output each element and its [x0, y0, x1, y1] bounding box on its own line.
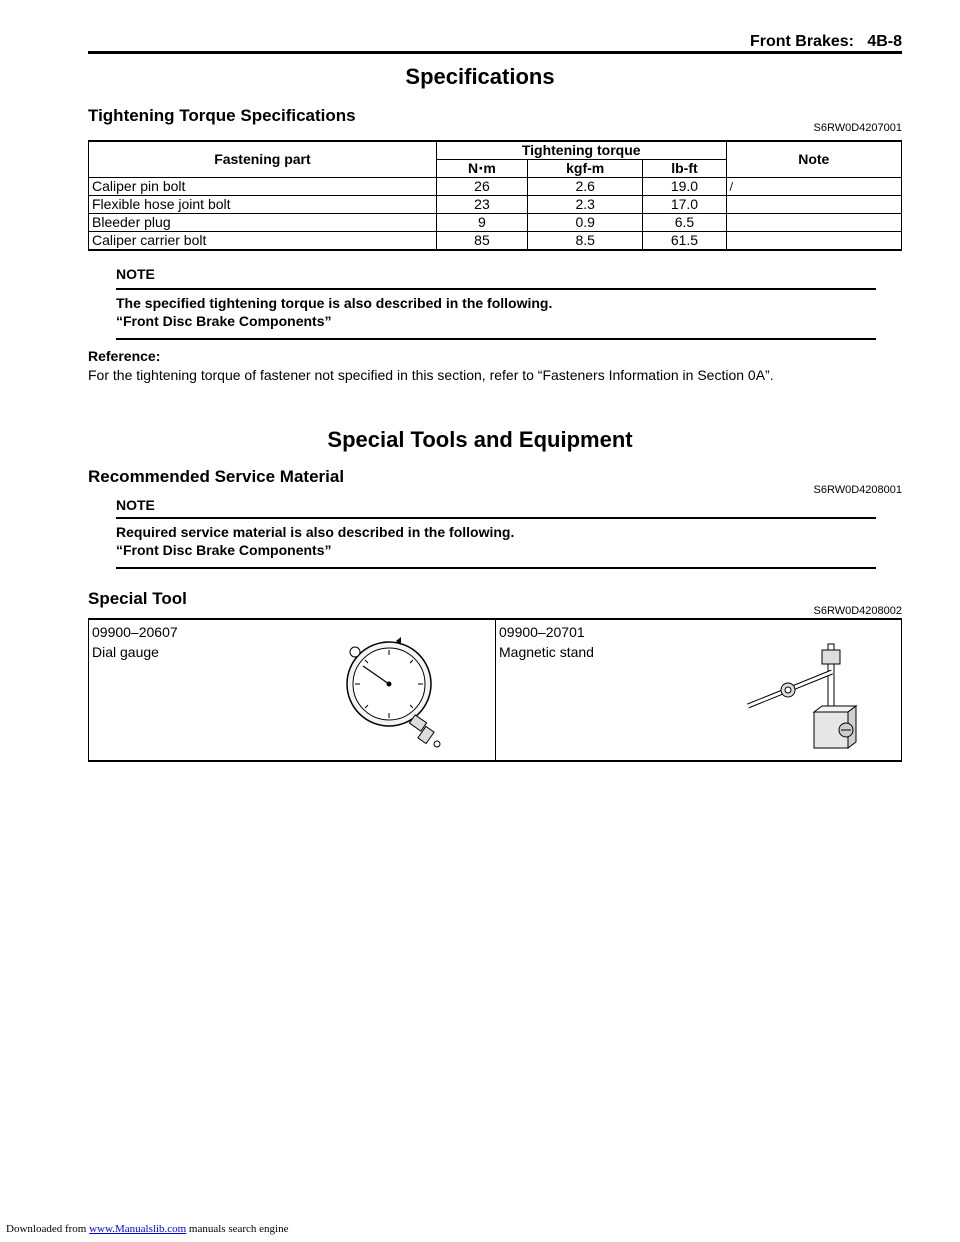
header-lbft: lb-ft	[643, 160, 726, 178]
special-tool-code: S6RW0D4208002	[813, 605, 902, 617]
torque-table	[88, 140, 902, 251]
row-kgfm: 8.5	[528, 232, 643, 251]
specifications-title: Specifications	[405, 64, 555, 89]
reference-label: Reference:	[88, 348, 161, 364]
section-title: Front Brakes:	[749, 33, 854, 50]
table-row	[89, 196, 902, 214]
row-note	[726, 214, 901, 232]
row-kgfm: 2.6	[528, 178, 643, 196]
tool-name: Dial gauge	[92, 644, 159, 660]
note-line: “Front Disc Brake Components”	[116, 313, 332, 329]
dial-gauge-icon	[341, 636, 451, 748]
special-tool-heading: Special Tool	[88, 589, 187, 608]
note-rule	[116, 567, 876, 569]
row-lbft: 6.5	[643, 214, 726, 232]
tool-cell-magnetic-stand	[496, 619, 902, 761]
row-lbft: 17.0	[643, 196, 726, 214]
torque-specs-heading: Tightening Torque Specifications	[88, 106, 356, 125]
footer-link[interactable]: www.Manualslib.com	[89, 1223, 187, 1235]
note-line: Required service material is also described in the following.	[116, 524, 515, 540]
tool-cell-dial-gauge	[89, 619, 496, 761]
row-part: Bleeder plug	[89, 214, 437, 232]
header-note: Note	[726, 141, 901, 178]
note-title: NOTE	[116, 497, 155, 513]
service-material-note	[116, 497, 876, 569]
table-row	[89, 178, 902, 196]
row-part: Caliper pin bolt	[89, 178, 437, 196]
table-row	[89, 232, 902, 251]
row-nm: 9	[436, 214, 527, 232]
tool-name: Magnetic stand	[499, 644, 594, 660]
row-nm: 26	[436, 178, 527, 196]
special-tools-title: Special Tools and Equipment	[327, 427, 633, 452]
torque-note	[116, 266, 876, 340]
tool-number: 09900–20607	[92, 624, 178, 640]
service-material-code: S6RW0D4208001	[813, 484, 902, 496]
footer-prefix: Downloaded from	[6, 1223, 90, 1235]
service-material-heading: Recommended Service Material	[88, 467, 345, 486]
reference-text: For the tightening torque of fastener not specified in this section, refer to “Fasteners Information in Section 0A”.	[88, 367, 774, 383]
note-rule	[116, 517, 876, 519]
row-note: /	[726, 178, 901, 196]
header-nm: N⋅m	[436, 160, 527, 178]
row-nm: 85	[436, 232, 527, 251]
note-line: “Front Disc Brake Components”	[116, 542, 332, 558]
page-number: 4B-8	[867, 33, 902, 50]
row-lbft: 61.5	[643, 232, 726, 251]
note-line: The specified tightening torque is also described in the following.	[116, 295, 553, 311]
header-kgfm: kgf-m	[528, 160, 643, 178]
row-lbft: 19.0	[643, 178, 726, 196]
row-note	[726, 232, 901, 251]
row-note	[726, 196, 901, 214]
header-tightening-torque: Tightening torque	[436, 141, 726, 160]
tool-number: 09900–20701	[499, 624, 585, 640]
special-tool-table	[88, 618, 902, 762]
table-row	[89, 214, 902, 232]
footer-suffix: manuals search engine	[186, 1223, 289, 1235]
row-kgfm: 2.3	[528, 196, 643, 214]
note-rule	[116, 288, 876, 290]
magnetic-stand-icon	[744, 642, 864, 754]
row-kgfm: 0.9	[528, 214, 643, 232]
torque-specs-code: S6RW0D4207001	[813, 122, 902, 134]
row-nm: 23	[436, 196, 527, 214]
footer	[6, 1223, 288, 1235]
row-part: Flexible hose joint bolt	[89, 196, 437, 214]
note-title: NOTE	[116, 266, 155, 282]
header-fastening-part: Fastening part	[89, 141, 437, 178]
note-rule	[116, 338, 876, 340]
page-header	[750, 33, 902, 51]
header-rule	[88, 51, 902, 54]
row-part: Caliper carrier bolt	[89, 232, 437, 251]
